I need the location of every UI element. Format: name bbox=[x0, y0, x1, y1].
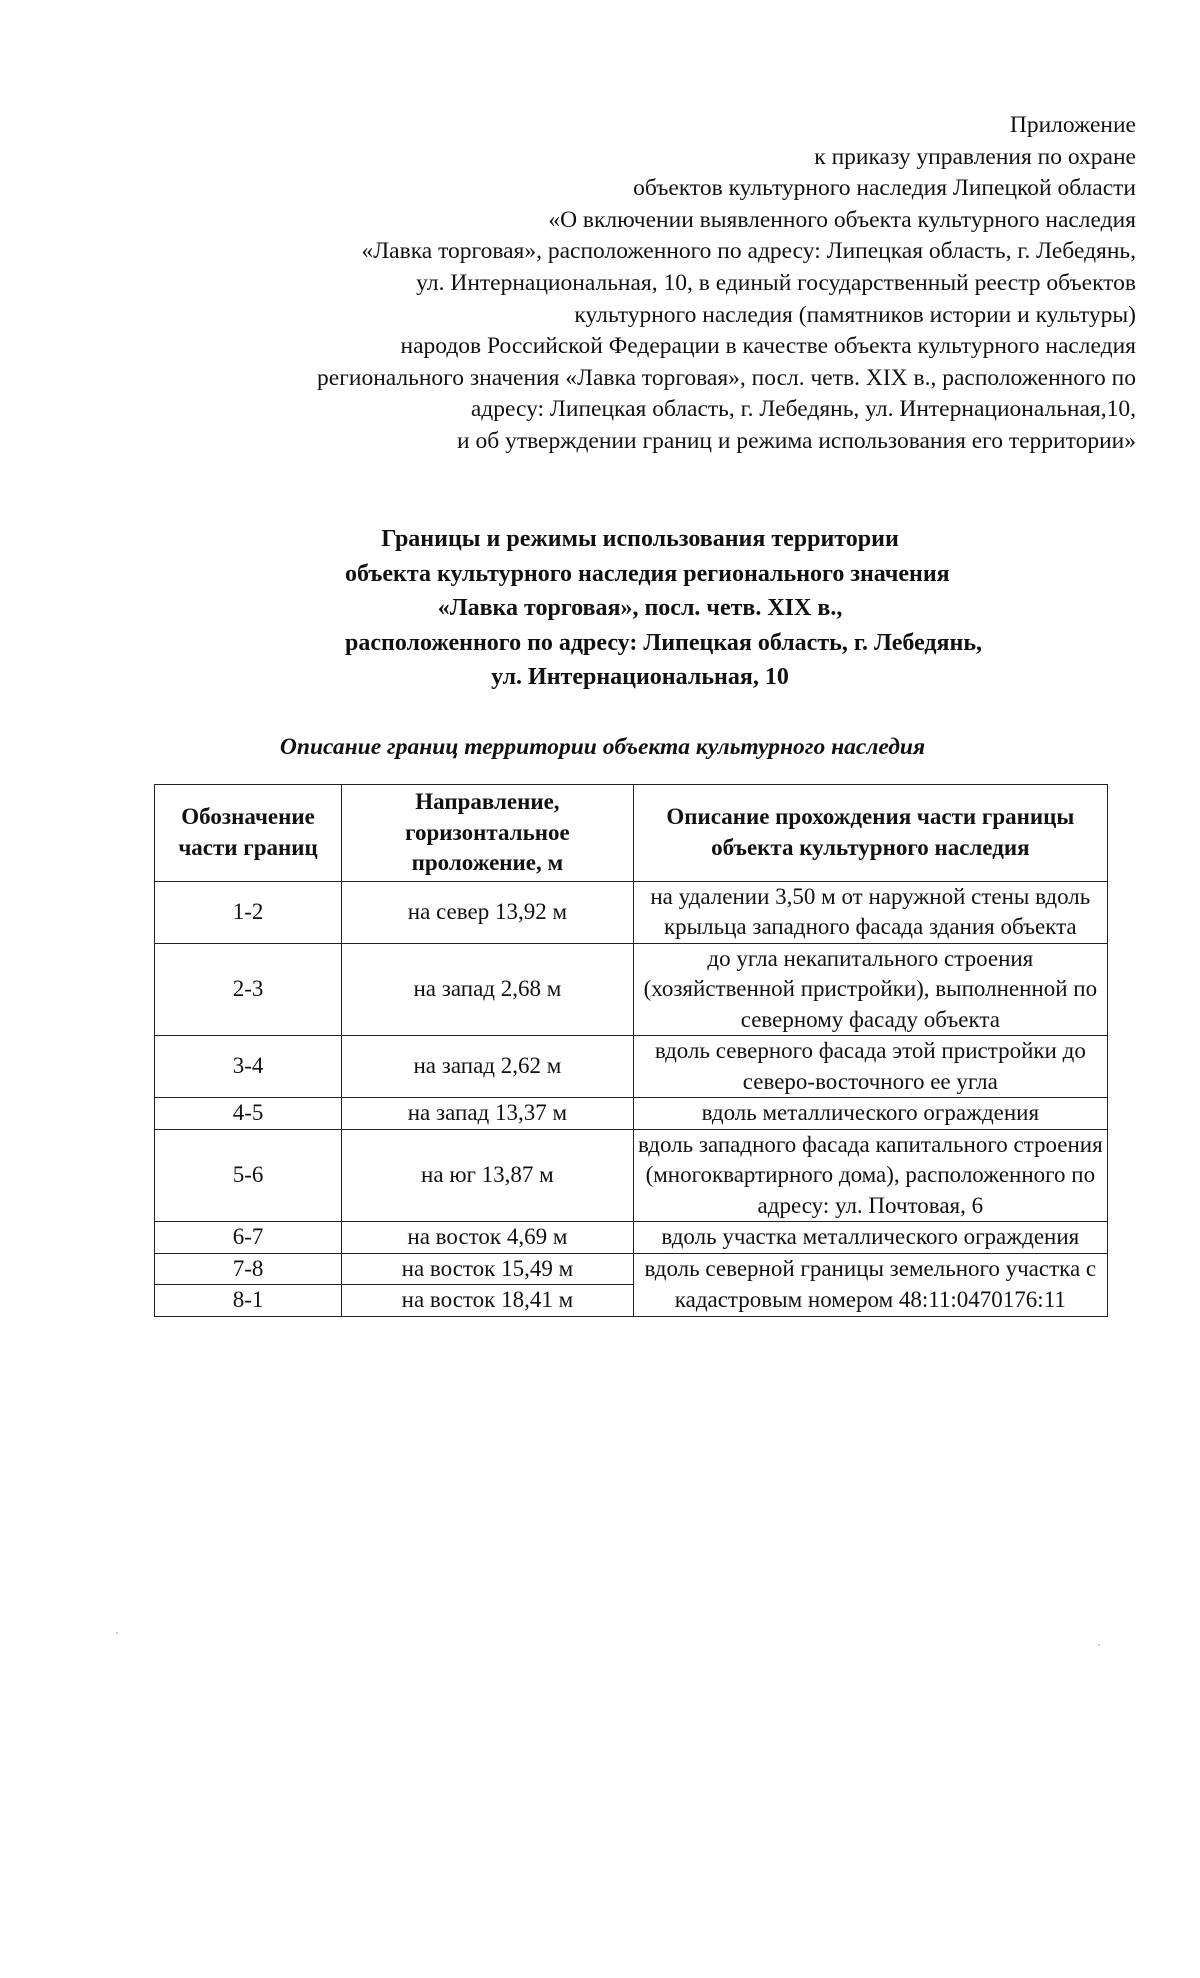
cell-part: 4-5 bbox=[155, 1098, 342, 1130]
cell-description: до угла некапитального строения (хозяйственной пристройки), выполненной по северному фасаду объекта bbox=[633, 943, 1107, 1036]
appendix-line: Приложение bbox=[1009, 112, 1136, 138]
scan-speck bbox=[116, 1632, 118, 1634]
table-header-row bbox=[155, 785, 1108, 882]
appendix-line: и об утверждении границ и режима использования его территории» bbox=[457, 427, 1136, 454]
title-line: ул. Интернациональная, 10 bbox=[491, 664, 789, 690]
appendix-line: «Лавка торговая», расположенного по адресу: Липецкая область, г. Лебедянь, bbox=[361, 238, 1136, 265]
cell-description: на удалении 3,50 м от наружной стены вдоль крыльца западного фасада здания объекта bbox=[633, 881, 1107, 943]
cell-direction: на запад 2,62 м bbox=[342, 1036, 634, 1098]
cell-part: 6-7 bbox=[155, 1222, 342, 1254]
cell-direction: на восток 18,41 м bbox=[342, 1285, 634, 1317]
title-line: «Лавка торговая», посл. четв. XIX в., bbox=[437, 595, 843, 621]
title-line: объекта культурного наследия регионального значения bbox=[345, 560, 950, 587]
cell-description: вдоль северной границы земельного участка с кадастровым номером 48:11:0470176:11 bbox=[633, 1253, 1107, 1316]
cell-direction: на запад 2,68 м bbox=[342, 943, 634, 1036]
cell-part: 5-6 bbox=[155, 1129, 342, 1222]
cell-direction: на юг 13,87 м bbox=[342, 1129, 634, 1222]
appendix-line: объектов культурного наследия Липецкой области bbox=[633, 175, 1136, 202]
appendix-line: «О включении выявленного объекта культурного наследия bbox=[548, 206, 1136, 233]
cell-direction: на восток 4,69 м bbox=[342, 1222, 634, 1254]
appendix-line: ул. Интернациональная, 10, в единый государственный реестр объектов bbox=[416, 269, 1136, 296]
document-title bbox=[345, 522, 983, 695]
appendix-line: культурного наследия (памятников истории и культуры) bbox=[574, 301, 1136, 328]
table-caption: Описание границ территории объекта культурного наследия bbox=[279, 734, 926, 760]
table-row bbox=[155, 881, 1108, 943]
header-direction: Направление, горизонтальное проложение, м bbox=[342, 785, 634, 882]
title-line: Границы и режимы использования территории bbox=[381, 526, 899, 552]
appendix-line: народов Российской Федерации в качестве объекта культурного наследия bbox=[400, 333, 1136, 360]
table-row bbox=[155, 1129, 1108, 1222]
table-row bbox=[155, 1036, 1108, 1098]
table-row bbox=[155, 1222, 1108, 1254]
cell-direction: на север 13,92 м bbox=[342, 881, 634, 943]
cell-part: 3-4 bbox=[155, 1036, 342, 1098]
scan-speck bbox=[1098, 1644, 1100, 1646]
cell-description: вдоль западного фасада капитального строения (многоквартирного дома), расположенного по адресу: ул. Почтовая, 6 bbox=[633, 1129, 1107, 1222]
appendix-header bbox=[136, 110, 1136, 458]
appendix-line: адресу: Липецкая область, г. Лебедянь, ул. Интернациональная,10, bbox=[470, 396, 1136, 423]
boundaries-table bbox=[154, 784, 1108, 1317]
cell-description: вдоль металлического ограждения bbox=[633, 1098, 1107, 1130]
cell-direction: на восток 15,49 м bbox=[342, 1253, 634, 1285]
cell-description: вдоль участка металлического ограждения bbox=[633, 1222, 1107, 1254]
appendix-line: к приказу управления по охране bbox=[814, 143, 1136, 170]
appendix-line: регионального значения «Лавка торговая», посл. четв. XIX в., расположенного по bbox=[317, 364, 1136, 391]
cell-direction: на запад 13,37 м bbox=[342, 1098, 634, 1130]
cell-description: вдоль северного фасада этой пристройки до северо-восточного ее угла bbox=[633, 1036, 1107, 1098]
cell-part: 1-2 bbox=[155, 881, 342, 943]
table-row bbox=[155, 1098, 1108, 1130]
title-line: расположенного по адресу: Липецкая область, г. Лебедянь, bbox=[345, 629, 983, 656]
header-description: Описание прохождения части границы объекта культурного наследия bbox=[633, 785, 1107, 882]
cell-part: 2-3 bbox=[155, 943, 342, 1036]
table-row bbox=[155, 1253, 1108, 1285]
cell-part: 8-1 bbox=[155, 1285, 342, 1317]
table-row bbox=[155, 943, 1108, 1036]
header-part: Обозначение части границ bbox=[155, 785, 342, 882]
cell-part: 7-8 bbox=[155, 1253, 342, 1285]
